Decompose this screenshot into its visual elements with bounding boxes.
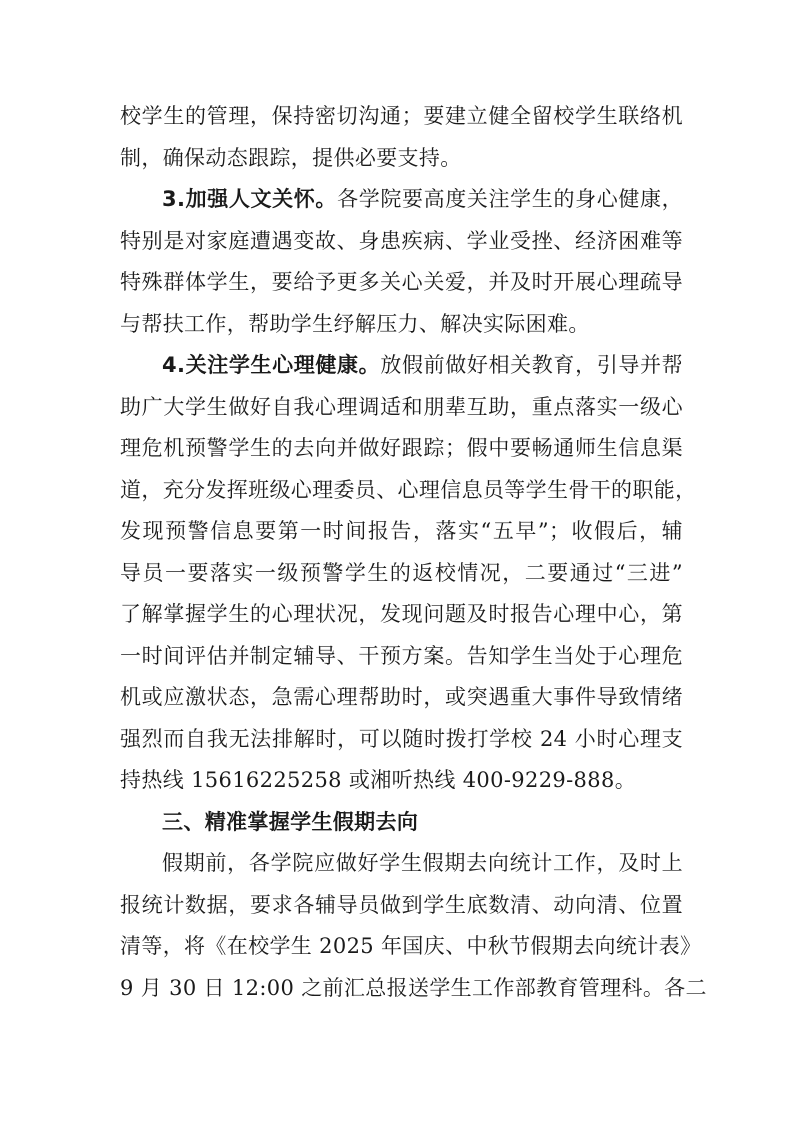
paragraph-line: 一时间评估并制定辅导、干预方案。告知学生当处于心理危 [120, 643, 683, 668]
paragraph-humanistic-care [120, 179, 683, 345]
paragraph-line: 发现预警信息要第一时间报告，落实“五早”；收假后，辅 [120, 519, 683, 543]
paragraph-line: 机或应激状态，急需心理帮助时，或突遇重大事件导致情绪 [120, 685, 683, 709]
paragraph-line: 理危机预警学生的去向并做好跟踪；假中要畅通师生信息渠 [120, 436, 683, 460]
paragraph-line: 道，充分发挥班级心理委员、心理信息员等学生骨干的职能， [120, 477, 697, 502]
paragraph-line-rest: 各学院要高度关注学生的身心健康， [337, 187, 683, 211]
paragraph-line: 校学生的管理，保持密切沟通；要建立健全留校学生联络机 [120, 104, 683, 128]
section-heading-3: 三、精准掌握学生假期去向 [162, 809, 419, 834]
paragraph-line: 清等，将《在校学生 2025 年国庆、中秋节假期去向统计表》 [120, 934, 702, 958]
paragraph-line: 导员一要落实一级预警学生的返校情况，二要通过“三进” [120, 560, 683, 585]
paragraph-line-rest: 放假前做好相关教育，引导并帮 [380, 353, 683, 377]
paragraph-first-line [120, 345, 683, 387]
paragraph-first-line: 假期前，各学院应做好学生假期去向统计工作，及时上 [162, 851, 683, 875]
item-4-title: 4.关注学生心理健康。 [162, 353, 381, 377]
paragraph-retained-students [120, 96, 683, 179]
paragraph-line: 与帮扶工作，帮助学生纾解压力、解决实际困难。 [120, 311, 590, 336]
paragraph-line: 特殊群体学生，要给予更多关心关爱，并及时开展心理疏导 [120, 270, 683, 294]
document-body [120, 96, 707, 1009]
paragraph-line: 报统计数据，要求各辅导员做到学生底数清、动向清、位置 [120, 892, 683, 917]
paragraph-mental-health [120, 345, 697, 802]
paragraph-line: 强烈而自我无法排解时，可以随时拨打学校 24 小时心理支 [120, 726, 683, 751]
paragraph-line: 特别是对家庭遭遇变故、身患疾病、学业受挫、经济困难等 [120, 228, 683, 253]
item-3-title: 3.加强人文关怀。 [162, 187, 338, 211]
paragraph-line: 持热线 15616225258 或湘听热线 400-9229-888。 [120, 768, 637, 792]
paragraph-line: 9 月 30 日 12:00 之前汇总报送学生工作部教育管理科。各二 [120, 975, 707, 1000]
paragraph-line: 助广大学生做好自我心理调适和朋辈互助，重点落实一级心 [120, 394, 683, 419]
paragraph-line: 了解掌握学生的心理状况，发现问题及时报告心理中心，第 [120, 602, 683, 626]
paragraph-holiday-whereabouts [120, 843, 707, 1009]
paragraph-first-line [120, 179, 683, 221]
paragraph-line: 制，确保动态跟踪，提供必要支持。 [120, 145, 462, 170]
